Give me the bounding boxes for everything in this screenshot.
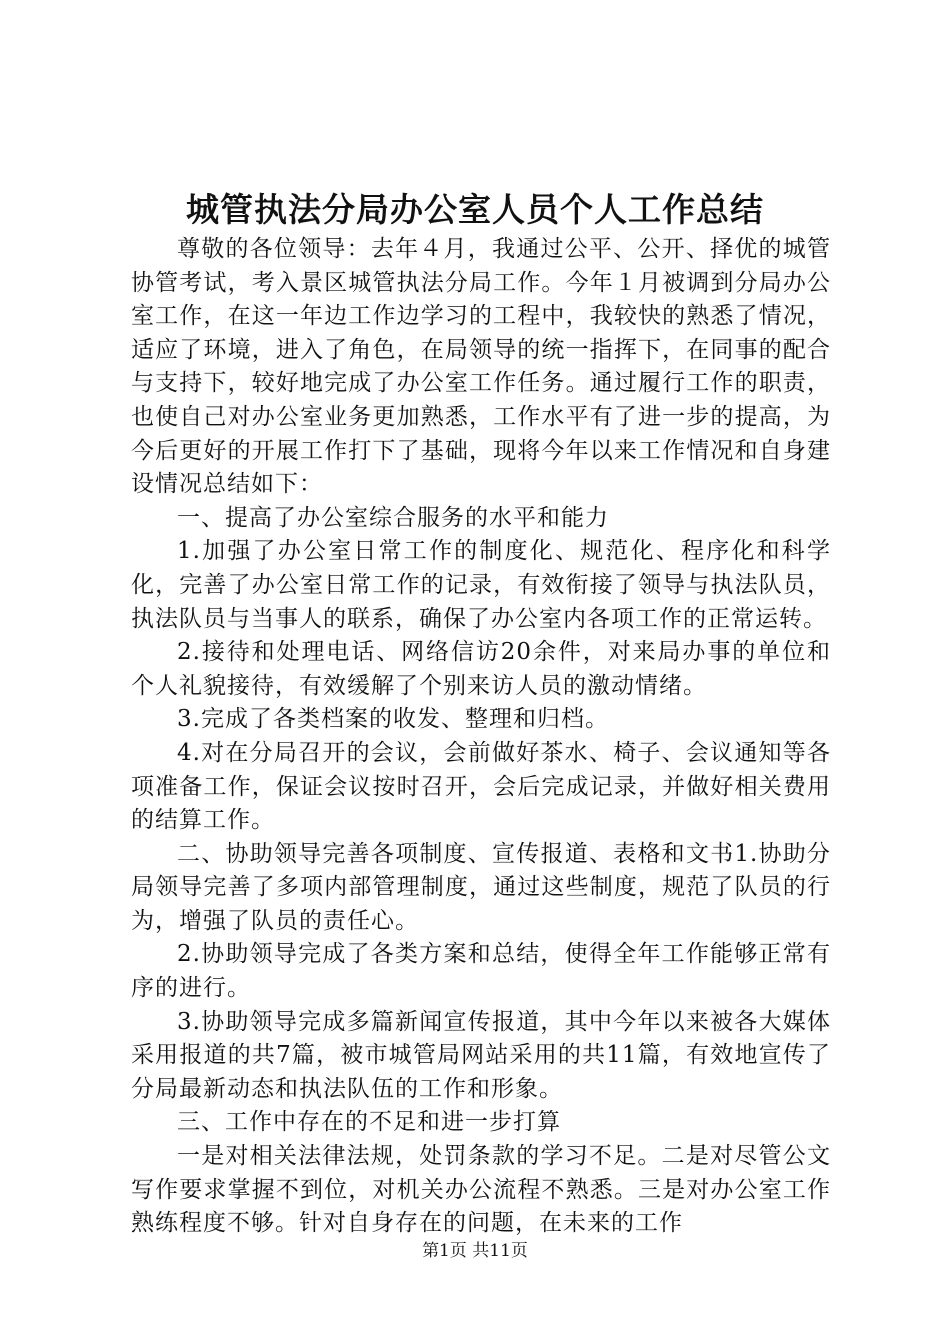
paragraph-item-2-3: 3.协助领导完成多篇新闻宣传报道，其中今年以来被各大媒体采用报道的共7篇，被市城管局网站采用的共11篇，有效地宣传了分局最新动态和执法队伍的工作和形象。 [131,1008,831,1102]
section-heading-3: 三、工作中存在的不足和进一步打算 [177,1109,561,1136]
paragraph-shortcomings: 一是对相关法律法规，处罚条款的学习不足。二是对尽管公文写作要求掌握不到位，对机关办公流程不熟悉。三是对办公室工作熟练程度不够。针对自身存在的问题，在未来的工作 [131,1143,831,1237]
paragraph-item-1-1: 1.加强了办公室日常工作的制度化、规范化、程序化和科学化，完善了办公室日常工作的记录，有效衔接了领导与执法队员，执法队员与当事人的联系，确保了办公室内各项工作的正常运转。 [131,538,831,632]
paragraph-item-2-2: 2.协助领导完成了各类方案和总结，使得全年工作能够正常有序的进行。 [131,941,831,1002]
paragraph-item-1-2: 2.接待和处理电话、网络信访20余件，对来局办事的单位和个人礼貌接待，有效缓解了个别来访人员的激动情绪。 [131,639,831,699]
page-number: 第1页 共11页 [422,1241,528,1261]
paragraph-item-1-3: 3.完成了各类档案的收发、整理和归档。 [177,706,609,733]
paragraph-intro: 尊敬的各位领导：去年４月，我通过公平、公开、择优的城管协管考试，考入景区城管执法分局工作。今年１月被调到分局办公室工作，在这一年边工作边学习的工程中，我较快的熟悉了情况，适应了环境，进入了角色，在局领导的统一指挥下，在同事的配合与支持下，较好地完成了办公室工作任务。通过履行工作的职责，也使自己对办公室业务更加熟悉，工作水平有了进一步的提高，为今后更好的开展工作打下了基础，现将今年以来工作情况和自身建设情况总结如下： [131,236,831,498]
document-title: 城管执法分局办公室人员个人工作总结 [186,190,764,229]
paragraph-item-1-4: 4.对在分局召开的会议，会前做好茶水、椅子、会议通知等各项准备工作，保证会议按时召开，会后完成记录，并做好相关费用的结算工作。 [131,739,831,834]
section-heading-1: 一、提高了办公室综合服务的水平和能力 [177,504,609,531]
document-body [131,233,831,1241]
section-heading-2: 二、协助领导完善各项制度、宣传报道、表格和文书1.协助分局领导完善了多项内部管理制度，通过这些制度，规范了队员的行为，增强了队员的责任心。 [131,840,831,934]
